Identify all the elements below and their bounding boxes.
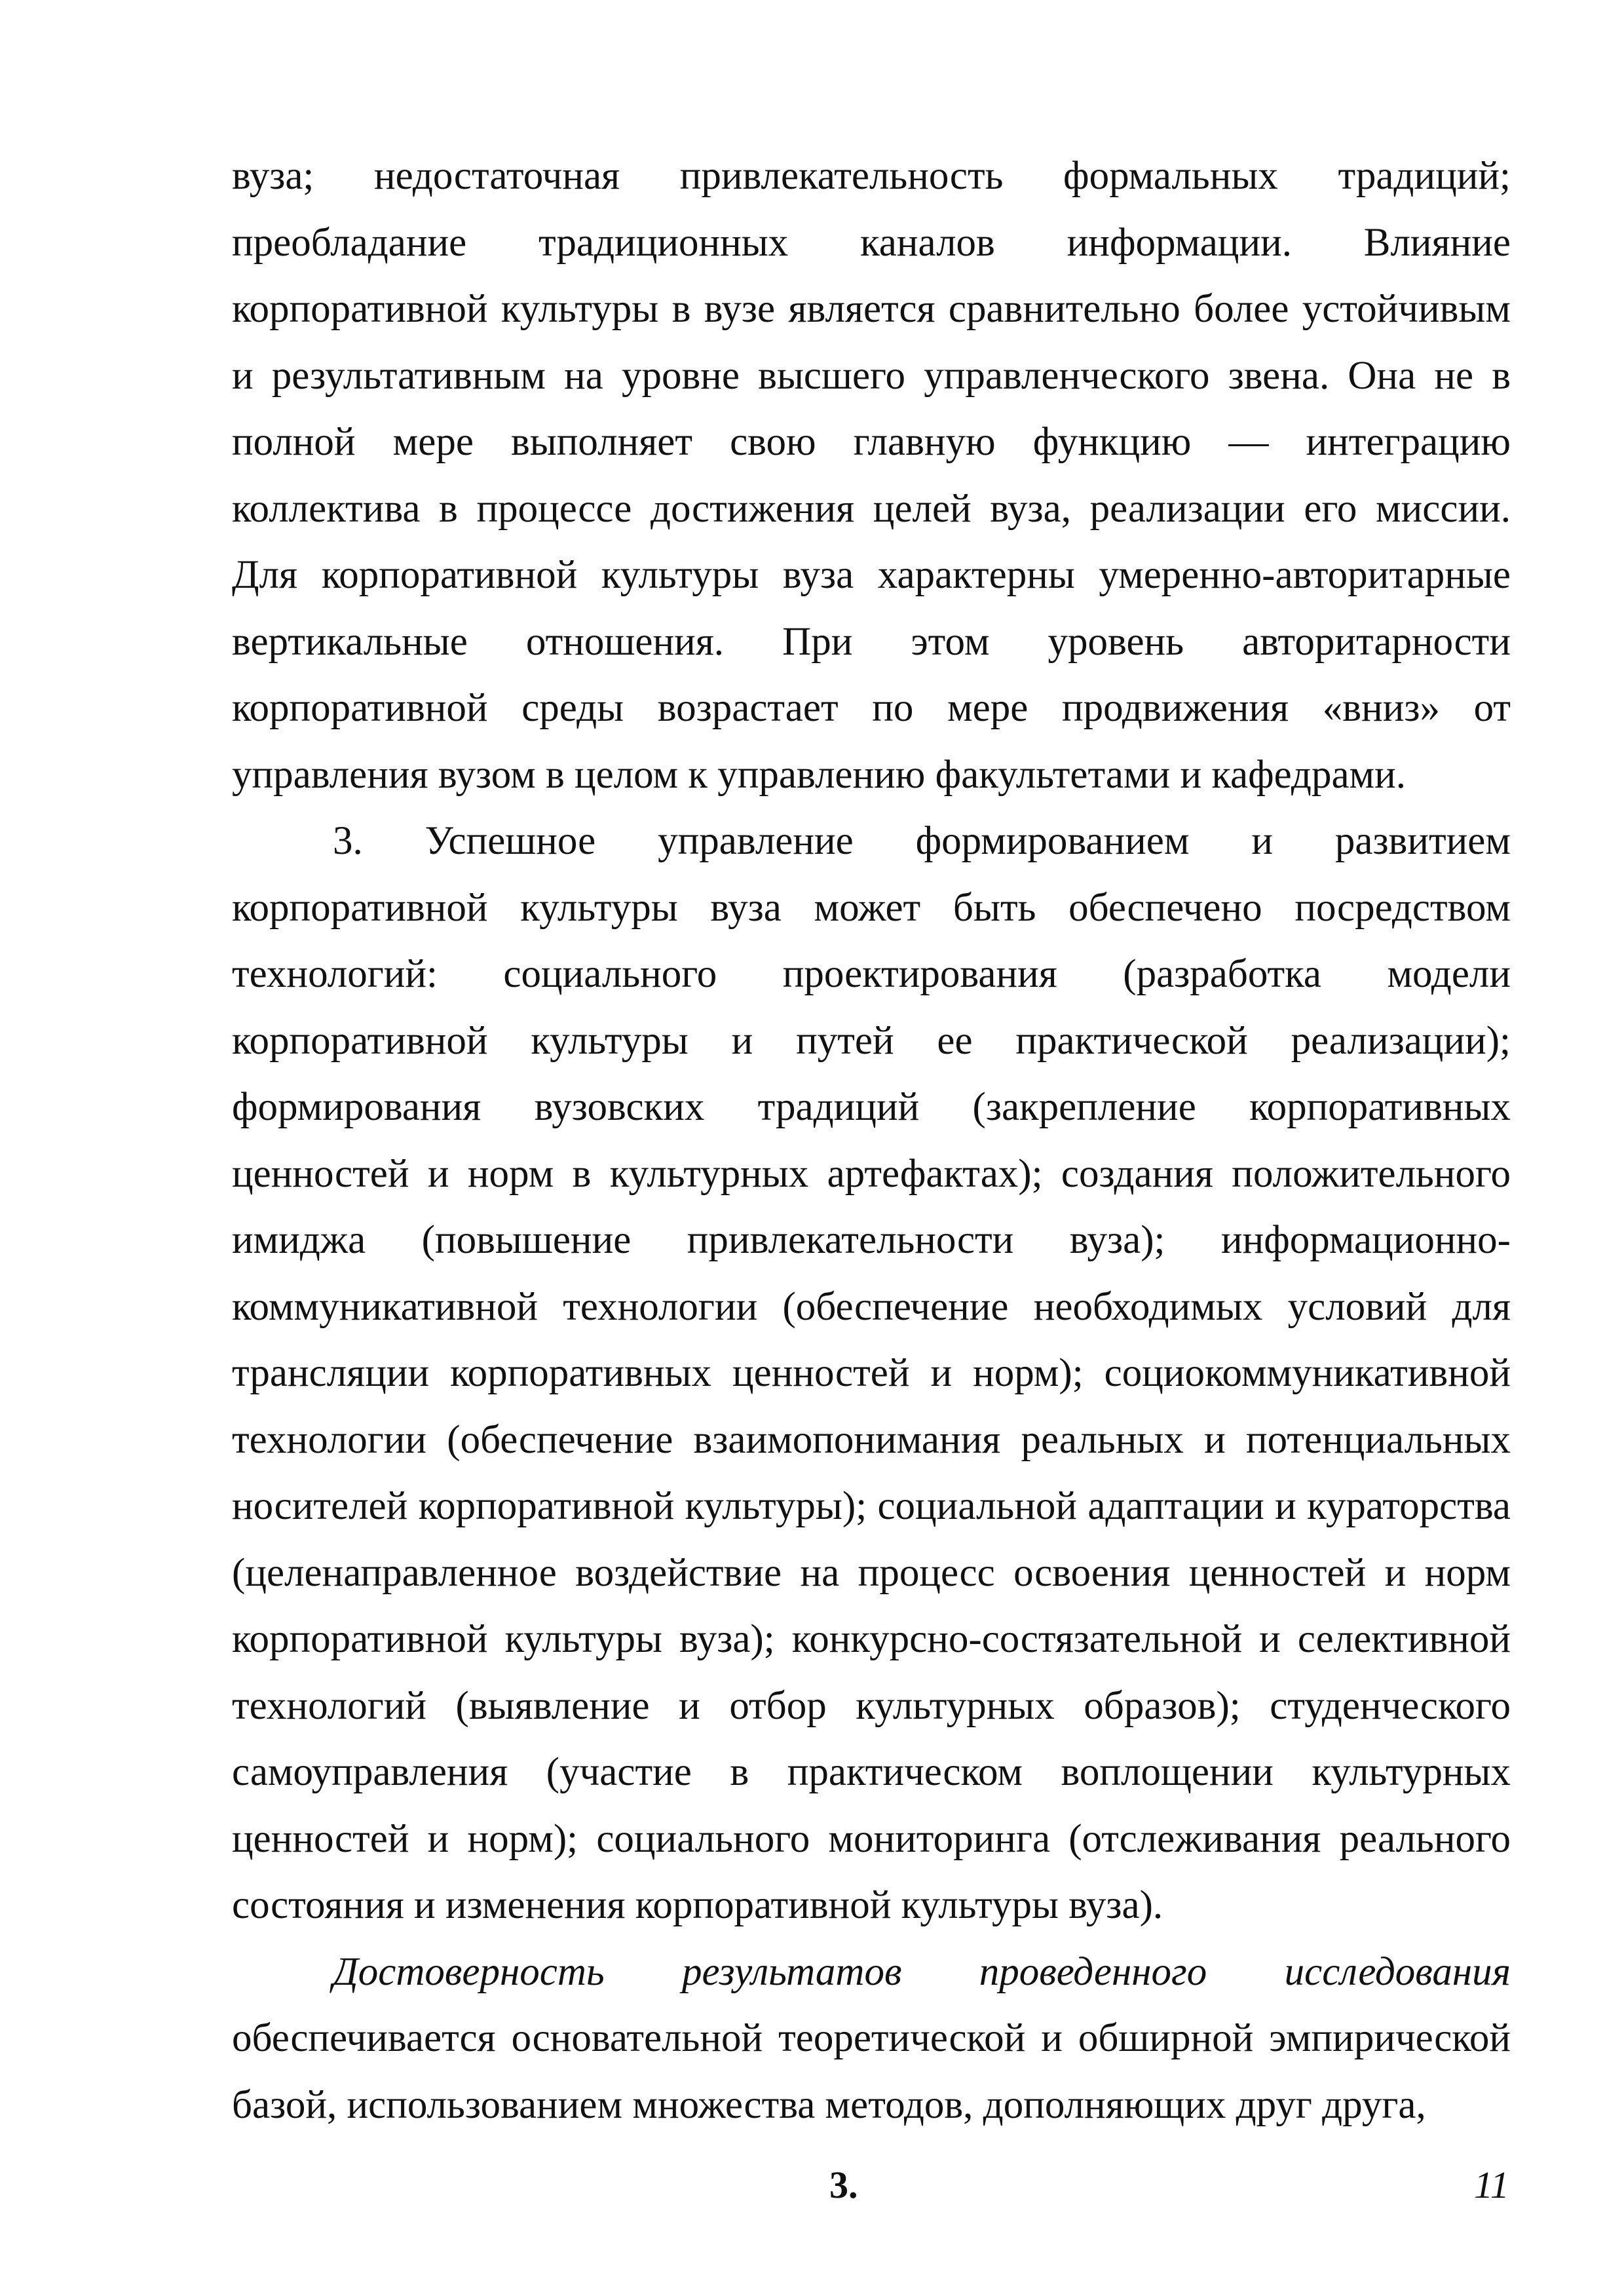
- document-body: [232, 143, 1511, 2138]
- page-number: 11: [1474, 2164, 1509, 2206]
- paragraph-3-italic-lead: Достоверность результатов проведенного исследования: [333, 1949, 1511, 1994]
- paragraph-3: [232, 1939, 1511, 2139]
- paragraph-1: вуза; недостаточная привлекательность формальных традиций; преобладание традиционных каналов информации. Влияние корпоративной культуры в вузе является сравнительно более устойчивым и результативным на уровне высшего управленческого звена. Она не в полной мере выполняет свою главную функцию — интеграцию коллектива в процессе достижения целей вуза, реализации его миссии. Для корпоративной культуры вуза характерны умеренно-авторитарные вертикальные отношения. При этом уровень авторитарности корпоративной среды возрастает по мере продвижения «вниз» от управления вузом в целом к управлению факультетами и кафедрами.: [232, 154, 1511, 797]
- paragraph-3-text: обеспечивается основательной теоретической и обширной эмпирической базой, использованием множества методов, дополняющих друг друга,: [232, 2016, 1511, 2127]
- paragraph-2: 3. Успешное управление формированием и развитием корпоративной культуры вуза может быть обеспечено посредством технологий: социального проектирования (разработка модели корпоративной культуры и путей ее практической реализации); формирования вузовских традиций (закрепление корпоративных ценностей и норм в культурных артефактах); создания положительного имиджа (повышение привлекательности вуза); информационно-коммуникативной технологии (обеспечение необходимых условий для трансляции корпоративных ценностей и норм); социокоммуникативной технологии (обеспечение взаимопонимания реальных и потенциальных носителей корпоративной культуры); социальной адаптации и кураторства (целенаправленное воздействие на процесс освоения ценностей и норм корпоративной культуры вуза); конкурсно-состязательной и селективной технологий (выявление и отбор культурных образов); студенческого самоуправления (участие в практическом воплощении культурных ценностей и норм); социального мониторинга (отслеживания реального состояния и изменения корпоративной культуры вуза).: [232, 819, 1511, 1927]
- footer-mark: 3.: [829, 2164, 858, 2206]
